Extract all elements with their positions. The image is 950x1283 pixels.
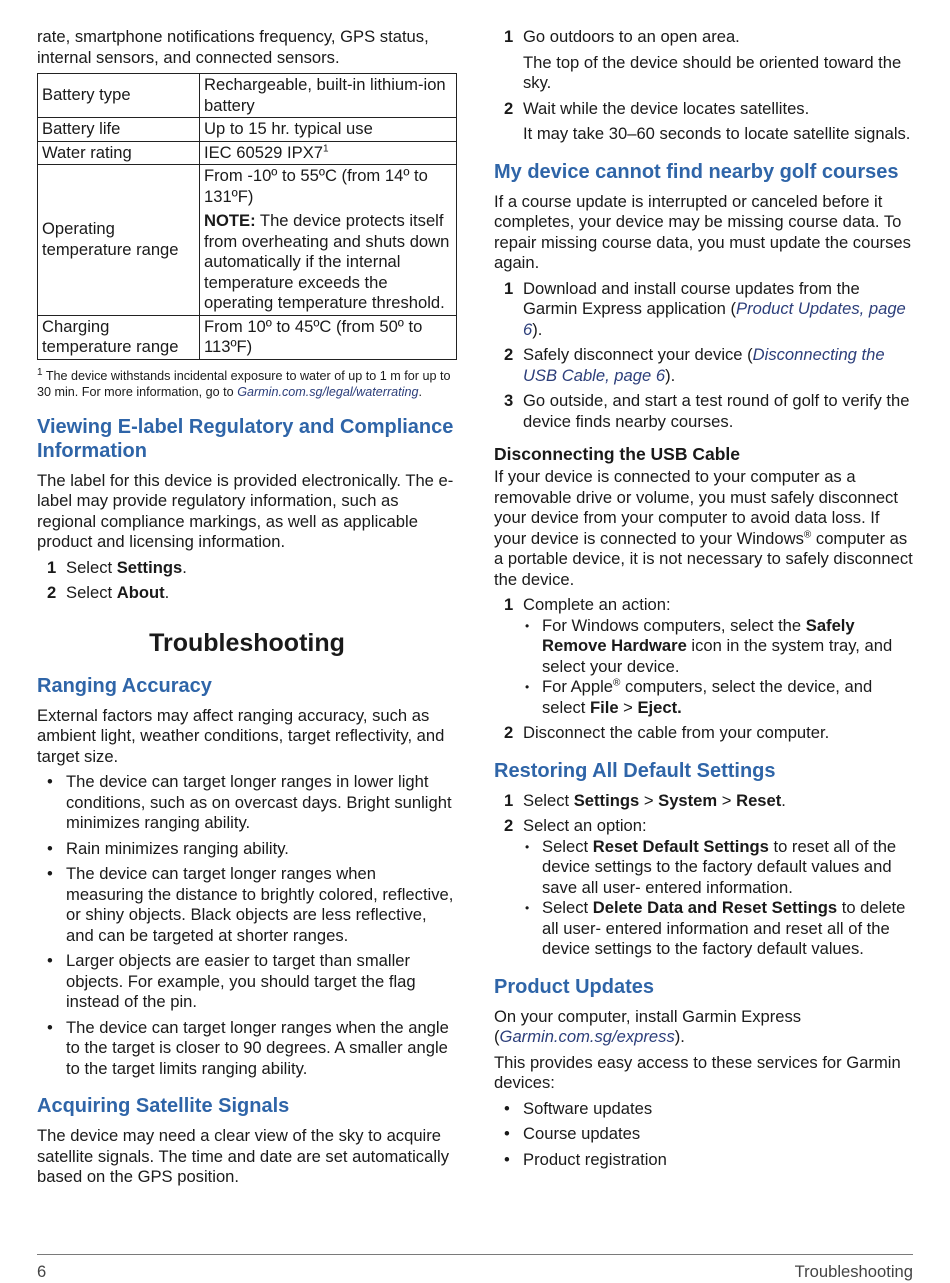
troubleshooting-title: Troubleshooting <box>149 628 345 657</box>
step-number: 1 <box>504 595 514 614</box>
list-item: • Software updates <box>494 1099 916 1120</box>
menu-separator: > <box>618 697 638 717</box>
spec-value: Up to 15 hr. typical use <box>200 118 457 142</box>
sub-list-item <box>523 616 916 678</box>
satellite-steps <box>494 27 916 145</box>
step-number: 2 <box>504 723 514 742</box>
step-number: 2 <box>504 345 514 364</box>
step-number: 3 <box>504 391 514 410</box>
spec-value <box>200 165 457 316</box>
menu-separator: > <box>717 790 737 810</box>
list-item <box>494 791 916 812</box>
step-text: Go outside, and start a test round of golf to verify the device finds nearby courses. <box>523 391 910 431</box>
list-item <box>494 27 916 94</box>
spec-value: Rechargeable, built-in lithium-ion battery <box>200 74 457 118</box>
step-text: Go outdoors to an open area. <box>523 27 740 46</box>
step-text: Select an option: <box>523 816 647 835</box>
sub-bold: File <box>589 697 619 717</box>
step-detail: It may take 30–60 seconds to locate satellite signals. <box>523 124 911 143</box>
step-text: Complete an action: <box>523 595 671 614</box>
menu-separator: > <box>639 790 659 810</box>
note-text: The device protects itself from overheating and shuts down automatically if the internal temperature exceeds the operating temperature threshold. <box>204 211 450 312</box>
satellite-heading: Acquiring Satellite Signals <box>37 1095 290 1117</box>
list-item: • Rain minimizes ranging ability. <box>37 839 457 860</box>
spec-key: Battery type <box>38 74 200 118</box>
step-end: . <box>781 790 786 810</box>
list-item: • The device can target longer ranges when the angle to the target is closer to 90 degrees. A smaller angle to the target limits ranging ability. <box>37 1018 457 1080</box>
disconnect-usb-link[interactable]: Disconnecting the USB Cable, page 6 <box>523 345 885 385</box>
list-item <box>494 279 916 341</box>
footer-section-title: Troubleshooting <box>794 1262 913 1281</box>
left-column <box>37 27 457 1193</box>
list-item: • Larger objects are easier to target than smaller objects. For example, you should target the flag instead of the pin. <box>37 951 457 1013</box>
step-text: Wait while the device locates satellites. <box>523 98 810 118</box>
table-row <box>38 141 457 165</box>
sub-bold: Safely Remove Hardware <box>542 615 855 655</box>
spec-note <box>204 211 452 314</box>
intro-text: rate, smartphone notifications frequency, GPS status, internal sensors, and connected sensors. <box>37 27 429 67</box>
sub-bold: Delete Data and Reset Settings <box>592 898 838 917</box>
table-row <box>38 315 457 359</box>
step-detail: The top of the device should be oriented toward the sky. <box>523 52 902 92</box>
step-end: . <box>182 557 187 577</box>
step-number: 1 <box>504 278 514 298</box>
sub-text: Select <box>542 836 593 856</box>
list-item: • The device can target longer ranges when measuring the distance to brightly colored, reflective, or shiny objects. Black objects are less reflective, and can be targeted at shorter ranges. <box>37 864 457 946</box>
list-item <box>494 345 916 386</box>
spec-key: Battery life <box>38 118 200 142</box>
ranging-bullets <box>37 772 457 1079</box>
restore-sub-options <box>523 837 916 960</box>
step-number: 1 <box>47 557 57 577</box>
step-number: 1 <box>504 790 514 810</box>
page-number: 6 <box>37 1262 47 1281</box>
golf-heading: My device cannot find nearby golf courses <box>494 160 899 183</box>
list-item <box>37 558 457 579</box>
spec-value: From 10º to 45ºC (from 50º to 113ºF) <box>200 315 457 359</box>
list-item <box>494 723 916 744</box>
step-bold: Reset <box>736 790 782 810</box>
restore-steps <box>494 791 916 960</box>
specs-table <box>37 73 457 360</box>
product-updates-link[interactable]: Product Updates, page 6 <box>523 299 906 339</box>
sub-list-item <box>523 677 916 718</box>
step-text: Download and install course updates from the Garmin Express application ( <box>523 278 860 318</box>
step-bold: System <box>658 790 718 810</box>
table-row <box>38 165 457 316</box>
step-end: ). <box>665 365 676 385</box>
updates-text-a: On your computer, install Garmin Express ( <box>494 1006 802 1046</box>
sub-text-end: icon in the system tray, and select your device. <box>542 636 893 676</box>
footnote-mark: 1 <box>37 366 43 378</box>
sub-text: Select <box>542 898 593 917</box>
updates-text-end: ). <box>674 1027 685 1046</box>
sub-text-mid: computers, select the device, and select <box>542 677 873 717</box>
sub-text-end: to reset all of the device settings to the factory default values and save all user- entered information. <box>542 836 897 897</box>
footnote-text: The device withstands incidental exposure to water of up to 1 m for up to 30 min. For more information, go to <box>37 368 451 399</box>
step-number: 1 <box>504 27 514 46</box>
list-item <box>494 99 916 145</box>
ranging-heading: Ranging Accuracy <box>37 674 212 697</box>
step-bold: Settings <box>573 790 640 810</box>
sub-list-item <box>523 837 916 899</box>
table-row <box>38 74 457 118</box>
step-text: Select <box>66 583 117 602</box>
waterrating-link[interactable]: Garmin.com.sg/legal/waterrating <box>237 384 419 399</box>
usb-text-b: computer as a portable device, it is not necessary to safely disconnect the device. <box>494 528 913 589</box>
step-end: . <box>164 583 170 602</box>
table-row <box>38 118 457 142</box>
footnote <box>37 368 457 400</box>
spec-value-text: From -10º to 55ºC (from 14º to 131ºF) <box>204 166 428 206</box>
list-item <box>494 391 916 432</box>
list-item <box>494 595 916 718</box>
right-column <box>494 27 916 1175</box>
list-item <box>37 583 457 604</box>
elabel-steps <box>37 558 457 604</box>
updates-text-2: This provides easy access to these services for Garmin devices: <box>494 1052 901 1092</box>
spec-value <box>200 141 457 165</box>
usb-sub-options <box>523 616 916 719</box>
updates-text <box>494 1007 916 1048</box>
spec-value-text: IEC 60529 IPX7 <box>204 142 324 162</box>
step-text: Disconnect the cable from your computer. <box>523 723 830 742</box>
step-text: Safely disconnect your device ( <box>523 345 753 364</box>
list-item: • The device can target longer ranges in lower light conditions, such as on overcast days. Bright sunlight minimizes ranging ability. <box>37 772 457 834</box>
step-bold: Settings <box>116 557 183 577</box>
sub-bold: Eject. <box>637 697 682 717</box>
list-item: • Course updates <box>494 1124 916 1145</box>
restore-heading: Restoring All Default Settings <box>494 759 776 782</box>
usb-text <box>494 467 916 590</box>
footer-divider <box>37 1254 913 1255</box>
garmin-express-link[interactable]: Garmin.com.sg/express <box>499 1027 675 1046</box>
ranging-text: External factors may affect ranging accuracy, such as ambient light, weather conditions, target reflectivity, and target size. <box>37 705 445 766</box>
sub-text: For Windows computers, select the <box>542 615 806 635</box>
note-label: NOTE: <box>204 211 256 230</box>
spec-key: Water rating <box>38 141 200 165</box>
footnote-marker: 1 <box>323 142 329 154</box>
elabel-heading: Viewing E-label Regulatory and Compliance Information <box>37 415 454 462</box>
updates-heading: Product Updates <box>494 975 655 998</box>
sub-text-end: to delete all user- entered information and reset all of the device settings to the factory default values. <box>542 898 906 958</box>
step-number: 2 <box>504 98 514 118</box>
registered-mark: ® <box>613 677 621 689</box>
satellite-text: The device may need a clear view of the sky to acquire satellite signals. The time and date are set automatically based on the GPS position. <box>37 1126 449 1186</box>
list-item: • Product registration <box>494 1150 916 1171</box>
step-number: 2 <box>504 816 514 835</box>
usb-text-a: If your device is connected to your computer as a removable drive or volume, you must safely disconnect your device from your computer to avoid data loss. If your device is connected to your Windows <box>494 467 898 548</box>
elabel-text: The label for this device is provided electronically. The e-label may provide regulatory information, such as regional compliance markings, as well as applicable product and licensing information. <box>37 470 454 551</box>
sub-list-item <box>523 898 916 960</box>
sub-bold: Reset Default Settings <box>592 836 769 856</box>
list-item <box>494 816 916 960</box>
step-text: Select <box>66 557 117 577</box>
step-text: Select <box>523 790 574 810</box>
step-number: 2 <box>47 583 57 602</box>
updates-bullets <box>494 1099 916 1171</box>
golf-steps <box>494 279 916 433</box>
registered-mark: ® <box>803 528 812 540</box>
usb-heading: Disconnecting the USB Cable <box>494 444 741 464</box>
step-bold: About <box>116 583 165 602</box>
sub-text: For Apple <box>542 677 614 696</box>
usb-steps <box>494 595 916 744</box>
golf-text: If a course update is interrupted or canceled before it completes, your device may be missing course data. To repair missing course data, you must update the courses again. <box>494 191 911 272</box>
spec-key: Operating temperature range <box>38 165 200 316</box>
spec-key: Charging temperature range <box>38 315 200 359</box>
step-end: ). <box>532 319 543 339</box>
footnote-end: . <box>418 384 422 399</box>
